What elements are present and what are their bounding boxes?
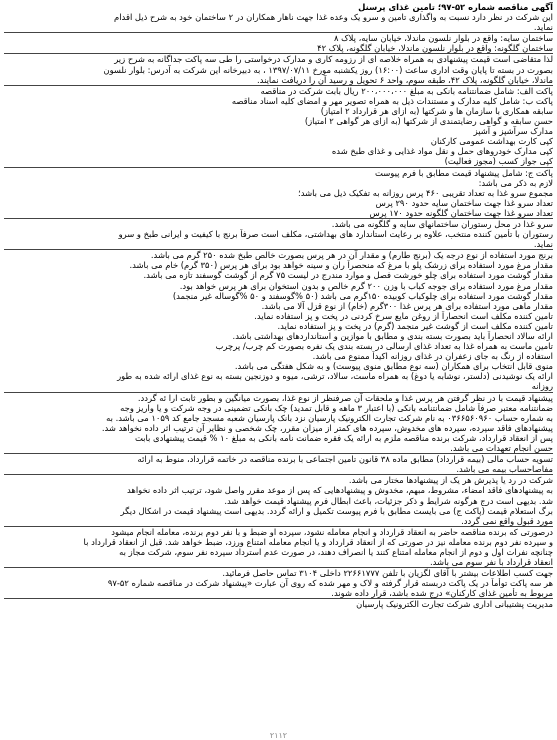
text-line: حسن سابقه و گواهی رضایتمندی از شرکتها (به ازای هر گواهی ۲ امتیاز) [304, 116, 553, 127]
text-line: تامین ماست به همراه غذا به تعداد غذای ارسالی در بسته بندی یک نفره بصورت کم چرب/ پرچرب [215, 341, 553, 352]
text-line: به پیشنهادهای فاقد امضاء، مشروط، مبهم، مخدوش و پیشنهادهایی که پس از موعد مقرر واصل شود، ترتیب اثر داده نخواهد [127, 485, 553, 496]
text-line: مربوط به تأمین غذای کارکنان» درج شده باشد، قرار داده شوند. [331, 588, 553, 599]
text-line: برنج مورد استفاده از نوع درجه یک (برنج طارم) و مقدار آن در هر پرس بصورت خالص طبخ شده ۲۵۰ گرم می باشد. [4, 249, 553, 260]
text-line: تامین کننده مکلف است انحصاراً از روغن مایع سرخ کردنی در پخت و پز استفاده نماید. [254, 310, 553, 321]
text-line: مقدار گوشت مورد استفاده برای چلوکباب کوبیده ۱۵۰گرم می باشد (۵۰ %گوسفند و ۵۰ %گوساله غیر منجمد) [172, 290, 553, 301]
text-line: مجموع سرو غذا به تعداد تقریبی ۴۶۰ پرس روزانه به تفکیک ذیل می باشد؛ [298, 187, 553, 198]
text-line: بصورت در بسته تا پایان وقت اداری ساعت (۱۶:۰۰) روز یکشنبه مورخ ۱۳۹۷/۰۷/۱۱ ، به دبیرخانه این شرکت به آدرس: بلوار نلسون [103, 64, 553, 75]
text-line: ساختمان گلگونه: واقع در بلوار نلسون ماندلا، خیابان گلگونه، پلاک ۴۲ [317, 43, 553, 54]
announcement-title: آگهی مناقصه شماره ۵۲-۹۷؛ تامین غذای پرسنل [358, 2, 553, 12]
text-line: انعقاد قرارداد با نفر سوم می باشد. [430, 557, 553, 568]
text-line: حسن انجام تعهدات می باشد. [450, 443, 553, 454]
text-line: مورد قبول واقع نمی گردد. [461, 515, 553, 526]
text-line: منوی قابل انتخاب برای همکاران (سه نوع مطابق منوی پیوست) و به شکل هفتگی می باشد. [234, 361, 553, 372]
text-line: هر سه پاکت توأماً در یک پاکت دربسته قرار گرفته و لاک و مهر شده که روی آن عبارت «پیشنهاد شرکت در مناقصه شماره ۵۲-۹۷ [107, 578, 553, 589]
text-line: برگ استعلام قیمت (پاکت ج) می بایست مطابق با فرم پیوست تکمیل و ارائه گردد. بدیهی است پیشنهاد قیمت در اشکال دیگر [120, 505, 553, 516]
text-line: پیشنهادهای فاقد سپرده، سپرده های مخدوش، سپرده های کمتر از میزان مقرر، چک شخصی و نظایر آن ترتیب اثر داده نخواهد شد. [101, 422, 553, 433]
text-line: رستوران با تأمین کننده منتخب، علاوه بر رعایت استاندارد های بهداشتی، مکلف است صرفاً برنج با کیفیت و ایرانی طبخ و سرو [118, 229, 553, 240]
text-line: سرو غذا در محل رستوران ساختمانهای سایه و گلگونه می باشد. [4, 218, 553, 229]
text-line: ساختمان سایه: واقع در بلوار نلسون ماندلا، خیابان سایه، پلاک ۸ [4, 32, 553, 43]
text-line: ماندلا، خیابان گلگونه، پلاک ۴۲، طبقه سوم، واحد ۶ تحویل و رسید آن را دریافت نمایند. [257, 74, 553, 85]
text-line: نماید. [533, 22, 553, 33]
text-line: تامین کننده مکلف است از گوشت غیر منجمد (گرم) در پخت و پز استفاده نماید. [277, 320, 553, 331]
text-line: روزانه [531, 381, 553, 392]
text-line: لذا متقاضی است قیمت پیشنهادی به همراه خلاصه ای از رزومه کاری و مدارک درخواستی را طی سه پاکت جداگانه به شرح زیر [4, 53, 553, 64]
text-line: تعداد سرو غذا جهت ساختمان گلگونه حدود ۱۷۰ پرس [369, 207, 553, 218]
text-line: کپی جواز کسب (مجوز فعالیت) [444, 156, 553, 167]
text-line: تعداد سرو غذا جهت ساختمان سایه حدود ۲۹۰ پرس [375, 197, 553, 208]
text-line: شد. بدیهی است درج هرگونه شرایط و ذکر جزئیات، باعث ابطال فرم پیشنهاد قیمت خواهد شد. [224, 495, 553, 506]
text-line: پاکت ج: شامل پیشنهاد قیمت مطابق با فرم پیوست [4, 167, 553, 178]
text-line: پاکت الف: شامل ضمانتنامه بانکی به مبلغ ۲۰۰،۰۰۰،۰۰۰ ریال بابت شرکت در مناقصه [4, 85, 553, 96]
text-line: مقدار مرغ مورد استفاده برای زرشک پلو با مرغ که منحصراً ران و سینه خواهد بود برای هر پرس (۳۵۰ گرم) خام می باشد. [129, 260, 553, 271]
text-line: تسویه حساب مالی (بیمه قرارداد) مطابق ماده ۳۸ قانون تامین اجتماعی با برنده مناقصه در خاتمه قرارداد، منوط به ارائه [4, 453, 553, 464]
text-line: جهت کسب اطلاعات بیشتر با آقای لگزیان با تلفن ۲۲۶۶۱۷۷۷ داخلی ۳۱۰۴ تماس حاصل فرمائید. [4, 567, 553, 578]
text-line: و سپرده نفر دوم برنده معامله نیز در صورتی که از انعقاد قرارداد و یا انجام معامله امتناع ورزد، ضبط خواهد شد. قبل از انعقاد قرارداد با [83, 536, 553, 547]
text-line: کپی کارت بهداشت عمومی کارکنان [430, 136, 553, 147]
text-line: چنانچه نفرات اول و دوم از انجام معامله امتناع کنند یا انصراف دهند، در صورت عدم استرداد سپرده نفر سوم، شرکت مجاز به [119, 546, 553, 557]
text-line: سابقه همکاری با سازمان ها و شرکتها (به ازای هر قرارداد ۲ امتیاز) [320, 105, 553, 116]
text-line: لازم به ذکر می باشد: [478, 177, 553, 188]
text-line: این شرکت در نظر دارد نسبت به واگذاری تامین و سرو یک وعده غذا جهت ناهار همکاران در ۲ ساختمان خود به شرح ذیل اقدام [114, 12, 553, 23]
text-line: ارائه سالاد انحصاراً باید بصورت بسته بندی و مطابق با موازین و استانداردهای بهداشتی باشد. [232, 331, 553, 341]
text-line: به شماره حساب ۰۳۶۶۵۶۰۹۶۰ به نام شرکت تجارت الکترونیک پارسیان نزد بانک پارسیان شعبه مسجد جامع کد ۱۰۵۹ می باشد. به [106, 412, 553, 423]
text-line: مقدار ماهی مورد استفاده برای هر پرس غذا ۳۰۰گرم (خام) از نوع قزل آلا می باشد. [261, 300, 553, 311]
text-line: استفاده از رنگ به جای زعفران در غذای روزانه اکیداً ممنوع می باشد. [312, 351, 553, 362]
text-line: درصورتی که برنده مناقصه حاضر به انعقاد قرارداد و انجام معامله نشود، سپرده او ضبط و با نفر دوم برنده، معامله انجام میشود [4, 526, 553, 537]
text-line: ضمانتنامه معتبر صرفاً شامل ضمانتنامه بانکی (با اعتبار ۳ ماهه و قابل تمدید) چک بانکی تضمینی در وجه شرکت و یا واریز وجه [120, 402, 553, 413]
footer-mark: ۲۱۱۲ [269, 731, 288, 740]
text-line: مقدار گوشت مورد استفاده برای چلو خورشت فصل و موارد مندرج در لیست ۷۵ گرم از گوشت گوسفند تازه می باشد. [143, 270, 553, 281]
text-line: پیشنهاد قیمت با در نظر گرفتن هر پرس غذا و ملحقات آن صرفنظر از نوع غذا، بصورت میانگین و بطور ثابت ارا ئه گردد. [4, 392, 553, 403]
text-line: پاکت ب: شامل کلیه مدارک و مستندات ذیل به همراه تصویر مهر و امضای کلیه اسناد مناقصه [231, 95, 553, 106]
text-line: نماید. [533, 239, 553, 250]
text-line: ارائه یک نوشیدنی (دلستر، نوشابه یا دوغ) به همراه ماست، سالاد، ترشی، میوه و دوزنجین بسته به نوع غذای ارائه شده به طور [117, 371, 553, 382]
text-line: مدارک سرآشپز و آشپز [473, 126, 553, 137]
text-line: پس از انعقاد قرارداد، شرکت برنده مناقصه ملزم به ارائه یک فقره ضمانت نامه بانکی به مبلغ ۱۰ % قیمت پیشنهادی بابت [134, 432, 553, 443]
text-line: مفاصاحساب بیمه می باشد. [456, 464, 553, 475]
text-line: کپی مدارک خودروهای حمل و نقل مواد غذایی و غذای طبخ شده [331, 146, 553, 157]
signature-line: مدیریت پشتیبانی اداری شرکت تجارت الکترونیک پارسیان [4, 598, 553, 609]
text-line: مقدار مرغ مورد استفاده برای جوجه کباب با وزن ۲۰۰ گرم خالص و بدون استخوان برای هر پرس خواهد بود. [179, 280, 553, 291]
text-line: شرکت در رد یا پذیرش هر یک از پیشنهادها مختار می باشد. [4, 474, 553, 485]
